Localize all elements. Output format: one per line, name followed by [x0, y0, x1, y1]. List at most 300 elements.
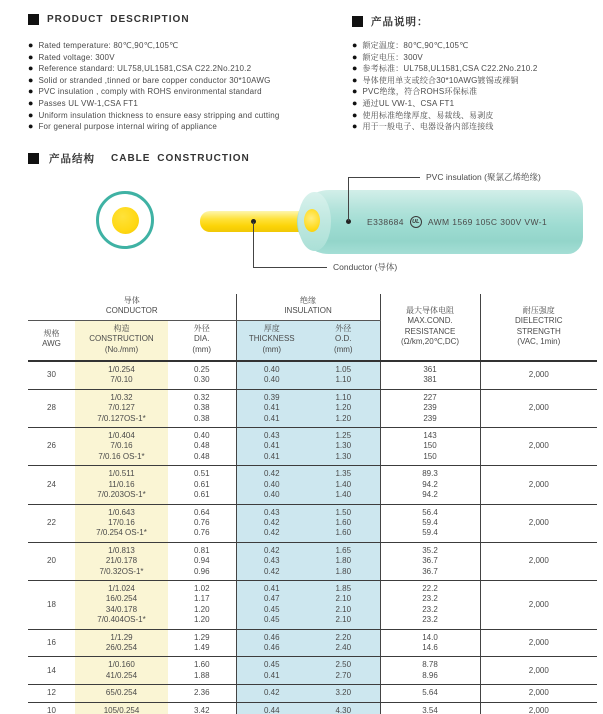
cell-value: 1.30	[335, 451, 352, 461]
cell-value: 8.96	[422, 670, 438, 680]
od-cell	[307, 685, 380, 702]
od-cell	[307, 657, 380, 685]
table-row	[28, 466, 597, 504]
cell-value: 1.30	[335, 441, 352, 451]
section-marker-icon	[352, 16, 363, 27]
cell-value: 26/0.254	[105, 642, 138, 652]
dielectric-cell: 2,000	[480, 428, 597, 466]
cell-value: 0.40	[263, 375, 280, 385]
cell-value: 23.2	[422, 615, 438, 625]
cell-value: 1.29	[193, 632, 210, 642]
dia-cell	[168, 542, 236, 580]
cell-value: 0.41	[263, 413, 280, 423]
cell-value: 4.30	[335, 705, 352, 714]
cell-value: 21/0.178	[105, 556, 138, 566]
od-cell	[307, 629, 380, 657]
cell-value: 0.64	[193, 507, 210, 517]
bullet-text: 用于一般电子、电器设备内部连接线	[362, 122, 494, 132]
bullet-text: Passes UL VW-1,CSA FT1	[38, 98, 138, 108]
cell-value: 1.60	[193, 660, 210, 670]
cell-value: 1/0.32	[110, 392, 133, 402]
table-row	[28, 542, 597, 580]
cell-value: 0.43	[263, 507, 280, 517]
cell-value: 239	[423, 403, 437, 413]
construction-cell	[75, 389, 168, 427]
cell-value: 7/0.404OS-1*	[97, 615, 146, 625]
cell-value: 0.41	[263, 403, 280, 413]
cell-value: 1.25	[335, 431, 352, 441]
cable-marking-rating: AWM 1569 105C 300V VW-1	[427, 217, 548, 227]
section-marker-icon	[28, 153, 39, 164]
cell-value: 0.42	[263, 688, 280, 698]
awg-cell: 20	[28, 542, 75, 580]
construction-cell	[75, 542, 168, 580]
cell-value: 2.70	[335, 670, 352, 680]
cell-value: 2.50	[335, 660, 352, 670]
cell-value: 143	[423, 431, 437, 441]
cell-value: 0.61	[193, 490, 210, 500]
cell-value: 7/0.16	[110, 441, 133, 451]
construction-cell	[75, 580, 168, 629]
bullet-icon: ●	[28, 86, 34, 97]
thickness-cell	[236, 466, 307, 504]
insulation-leader-line-h	[348, 177, 420, 178]
cell-value: 1.17	[193, 594, 210, 604]
construction-cell	[75, 466, 168, 504]
cell-value: 94.2	[422, 490, 438, 500]
cell-value: 3.42	[193, 705, 210, 714]
bullet-icon: ●	[352, 97, 358, 108]
cell-value: 1.88	[193, 670, 210, 680]
cell-value: 1.20	[193, 604, 210, 614]
cell-value: 1/0.254	[108, 365, 135, 375]
cell-value: 1.40	[335, 479, 352, 489]
conductor-leader-line-h	[253, 267, 327, 268]
awg-cell: 30	[28, 361, 75, 389]
insulation-leader-line-v	[348, 177, 349, 221]
dia-cell	[168, 428, 236, 466]
cable-construction-title-zh: 产品结构	[49, 153, 95, 165]
cell-value: 0.61	[193, 479, 210, 489]
cell-value: 1/0.160	[108, 660, 135, 670]
resistance-cell	[380, 428, 480, 466]
table-row	[28, 702, 597, 714]
cell-value: 0.41	[263, 441, 280, 451]
od-cell	[307, 580, 380, 629]
cell-value: 0.41	[263, 583, 280, 593]
bullet-item	[352, 75, 603, 87]
section-marker-icon	[28, 14, 39, 25]
cell-value: 36.7	[422, 566, 438, 576]
conductor-group-header: 导体 CONDUCTOR	[28, 294, 236, 320]
dia-cell	[168, 361, 236, 389]
cell-value: 1.20	[335, 403, 352, 413]
dia-cell	[168, 702, 236, 714]
resistance-cell	[380, 580, 480, 629]
bullet-icon: ●	[28, 97, 34, 108]
cell-value: 1.10	[335, 375, 352, 385]
bullet-text: 参考标准：UL758,UL1581,CSA C22.2No.210.2	[362, 64, 538, 74]
cell-value: 2.10	[335, 604, 352, 614]
dielectric-cell: 2,000	[480, 389, 597, 427]
awg-cell: 26	[28, 428, 75, 466]
cell-value: 7/0.127OS-1*	[97, 413, 146, 423]
cell-value: 5.64	[422, 688, 438, 698]
cell-value: 2.40	[335, 642, 352, 652]
table-row	[28, 657, 597, 685]
cell-value: 0.42	[263, 517, 280, 527]
cell-value: 0.42	[263, 545, 280, 555]
cell-value: 381	[423, 375, 437, 385]
dielectric-cell: 2,000	[480, 361, 597, 389]
bullet-item	[28, 98, 358, 110]
bullet-icon: ●	[352, 74, 358, 85]
cell-value: 0.41	[263, 670, 280, 680]
cell-value: 0.38	[193, 413, 210, 423]
bullet-item	[352, 40, 603, 52]
cell-value: 1.49	[193, 642, 210, 652]
table-group-header-row	[28, 294, 597, 320]
cell-value: 0.96	[193, 566, 210, 576]
bullet-text: Reference standard: UL758,UL1581,CSA C22.2No.210.2	[38, 64, 252, 74]
cell-value: 1/0.404	[108, 431, 135, 441]
dielectric-cell: 2,000	[480, 702, 597, 714]
awg-column-header: 规格 AWG	[28, 320, 75, 361]
cell-value: 0.43	[263, 431, 280, 441]
resistance-cell	[380, 629, 480, 657]
cell-value: 1.80	[335, 556, 352, 566]
bullet-icon: ●	[28, 74, 34, 85]
resistance-cell	[380, 657, 480, 685]
cell-value: 14.0	[422, 632, 438, 642]
construction-cell	[75, 657, 168, 685]
cell-value: 0.25	[193, 365, 210, 375]
product-description-title-zh: 产品说明：	[371, 16, 429, 28]
awg-cell: 14	[28, 657, 75, 685]
bullet-item	[352, 121, 603, 133]
bullet-icon: ●	[28, 40, 34, 50]
cell-value: 56.4	[422, 507, 438, 517]
cable-construction-header	[28, 151, 250, 166]
dia-cell	[168, 504, 236, 542]
cell-value: 2.36	[193, 688, 210, 698]
bullet-icon: ●	[352, 51, 358, 62]
cell-value: 1/1.024	[108, 583, 135, 593]
cell-value: 16/0.254	[105, 594, 138, 604]
bullet-icon: ●	[352, 86, 358, 97]
dielectric-cell: 2,000	[480, 657, 597, 685]
bullet-text: Solid or stranded ,tinned or bare copper conductor 30*10AWG	[38, 75, 271, 85]
resistance-cell	[380, 466, 480, 504]
cell-value: 1.60	[335, 528, 352, 538]
spec-table	[28, 294, 597, 714]
cell-value: 105/0.254	[103, 705, 140, 714]
cell-value: 23.2	[422, 604, 438, 614]
cell-value: 94.2	[422, 479, 438, 489]
resistance-cell	[380, 504, 480, 542]
dielectric-cell: 2,000	[480, 542, 597, 580]
cell-value: 65/0.254	[105, 688, 138, 698]
thickness-cell	[236, 580, 307, 629]
table-row	[28, 629, 597, 657]
cell-value: 1.60	[335, 517, 352, 527]
insulation-label: PVC insulation (聚氯乙烯绝缘)	[426, 172, 541, 182]
conductor-cross-section	[112, 207, 139, 234]
product-description-title: PRODUCT DESCRIPTION	[47, 14, 190, 25]
thickness-cell	[236, 702, 307, 714]
cell-value: 239	[423, 413, 437, 423]
bullet-item	[28, 52, 358, 64]
cell-value: 59.4	[422, 528, 438, 538]
cell-value: 1.65	[335, 545, 352, 555]
bullet-icon: ●	[28, 63, 34, 74]
cell-value: 1/0.813	[108, 545, 135, 555]
cell-value: 0.44	[263, 705, 280, 714]
cell-value: 1.20	[335, 413, 352, 423]
cell-value: 0.42	[263, 528, 280, 538]
resistance-cell	[380, 361, 480, 389]
cell-value: 0.94	[193, 556, 210, 566]
resistance-column-header: 最大导体电阻 MAX.COND. RESISTANCE (Ω/km,20℃,DC)	[380, 294, 480, 361]
cell-value: 0.42	[263, 566, 280, 576]
bullet-item	[28, 63, 358, 75]
cell-value: 0.30	[193, 375, 210, 385]
cell-value: 1/0.511	[108, 469, 135, 479]
od-cell	[307, 361, 380, 389]
cell-value: 361	[423, 365, 437, 375]
thickness-column-header: 厚度 THICKNESS (mm)	[236, 320, 307, 361]
od-cell	[307, 466, 380, 504]
insulation-group-header: 绝缘 INSULATION	[236, 294, 380, 320]
cell-value: 34/0.178	[105, 604, 138, 614]
resistance-cell	[380, 542, 480, 580]
thickness-cell	[236, 685, 307, 702]
product-description-header	[28, 14, 190, 25]
bullet-icon: ●	[352, 40, 358, 50]
cable-marking	[367, 216, 547, 228]
cell-value: 1.40	[335, 490, 352, 500]
cell-value: 3.54	[422, 705, 438, 714]
awg-cell: 24	[28, 466, 75, 504]
construction-cell	[75, 428, 168, 466]
product-description-list-zh	[352, 40, 603, 133]
cell-value: 0.48	[193, 451, 210, 461]
conductor-label: Conductor (导体)	[333, 262, 398, 272]
cell-value: 0.81	[193, 545, 210, 555]
od-cell	[307, 428, 380, 466]
bullet-icon: ●	[28, 121, 34, 132]
thickness-cell	[236, 361, 307, 389]
bullet-text: Uniform insulation thickness to ensure easy stripping and cutting	[38, 110, 280, 120]
od-cell	[307, 504, 380, 542]
cell-value: 150	[423, 441, 437, 451]
table-row	[28, 580, 597, 629]
dia-cell	[168, 466, 236, 504]
cell-value: 1.02	[193, 583, 210, 593]
thickness-cell	[236, 657, 307, 685]
product-description-header-zh	[352, 14, 429, 29]
table-row	[28, 428, 597, 466]
table-row	[28, 361, 597, 389]
cell-value: 7/0.203OS-1*	[97, 490, 146, 500]
cell-value: 89.3	[422, 469, 438, 479]
cable-core	[304, 209, 320, 232]
cell-value: 2.20	[335, 632, 352, 642]
cell-value: 0.45	[263, 615, 280, 625]
dia-cell	[168, 580, 236, 629]
bullet-icon: ●	[28, 109, 34, 120]
cell-value: 0.48	[193, 441, 210, 451]
bullet-item	[352, 110, 603, 122]
bullet-item	[28, 110, 358, 122]
cell-value: 0.76	[193, 528, 210, 538]
cell-value: 0.42	[263, 469, 280, 479]
cell-value: 3.20	[335, 688, 352, 698]
cell-value: 1/0.643	[108, 507, 135, 517]
bullet-item	[28, 121, 358, 133]
construction-cell	[75, 702, 168, 714]
cell-value: 2.10	[335, 594, 352, 604]
bullet-text: 通过UL VW-1、CSA FT1	[362, 98, 455, 108]
cell-value: 0.39	[263, 392, 280, 402]
bullet-item	[28, 40, 358, 52]
cable-construction-title-en: CABLE CONSTRUCTION	[111, 153, 250, 164]
cell-value: 1.80	[335, 566, 352, 576]
table-row	[28, 389, 597, 427]
cell-value: 8.78	[422, 660, 438, 670]
cell-value: 1.10	[335, 392, 352, 402]
dielectric-cell: 2,000	[480, 685, 597, 702]
thickness-cell	[236, 504, 307, 542]
bullet-text: PVC insulation , comply with ROHS environmental standard	[38, 87, 262, 97]
product-description-list-en	[28, 40, 358, 133]
cell-value: 0.51	[193, 469, 210, 479]
bullet-item	[352, 63, 603, 75]
dielectric-cell: 2,000	[480, 466, 597, 504]
cell-value: 0.43	[263, 556, 280, 566]
cell-value: 0.38	[193, 403, 210, 413]
cell-value: 0.76	[193, 517, 210, 527]
od-column-header: 外径 O.D. (mm)	[307, 320, 380, 361]
construction-cell	[75, 361, 168, 389]
bullet-item	[352, 98, 603, 110]
cell-value: 41/0.254	[105, 670, 138, 680]
bullet-item	[352, 86, 603, 98]
dielectric-column-header: 耐压强度 DIELECTRIC STRENGTH (VAC, 1min)	[480, 294, 597, 361]
bullet-text: For general purpose internal wiring of appliance	[38, 122, 218, 132]
thickness-cell	[236, 542, 307, 580]
cell-value: 0.45	[263, 660, 280, 670]
bullet-item	[352, 52, 603, 64]
cell-value: 7/0.10	[110, 375, 133, 385]
bullet-text: Rated voltage: 300V	[38, 52, 115, 62]
cell-value: 36.7	[422, 556, 438, 566]
awg-cell: 22	[28, 504, 75, 542]
cell-value: 23.2	[422, 594, 438, 604]
resistance-cell	[380, 685, 480, 702]
bullet-icon: ●	[28, 51, 34, 62]
cell-value: 0.46	[263, 632, 280, 642]
cable-cross-section	[96, 191, 154, 249]
bullet-text: Rated temperature: 80℃,90℃,105℃	[38, 41, 179, 50]
thickness-cell	[236, 389, 307, 427]
resistance-cell	[380, 702, 480, 714]
cell-value: 1.20	[193, 615, 210, 625]
conductor-leader-line-v	[253, 222, 254, 268]
cell-value: 0.47	[263, 594, 280, 604]
od-cell	[307, 702, 380, 714]
cell-value: 0.40	[263, 365, 280, 375]
cell-value: 1.85	[335, 583, 352, 593]
awg-cell: 12	[28, 685, 75, 702]
cell-value: 1.50	[335, 507, 352, 517]
od-cell	[307, 542, 380, 580]
dielectric-cell: 2,000	[480, 629, 597, 657]
dielectric-cell: 2,000	[480, 580, 597, 629]
cell-value: 0.40	[193, 431, 210, 441]
cable-marking-file-number: E338684	[367, 217, 404, 227]
ul-logo-icon: UL	[410, 216, 422, 228]
cell-value: 0.40	[263, 490, 280, 500]
bullet-icon: ●	[352, 121, 358, 132]
bullet-item	[28, 75, 358, 87]
construction-cell	[75, 685, 168, 702]
cell-value: 0.32	[193, 392, 210, 402]
table-row	[28, 504, 597, 542]
bullet-icon: ●	[352, 63, 358, 74]
bullet-text: PVC绝缘，符合ROHS环保标准	[362, 87, 478, 97]
cell-value: 14.6	[422, 642, 438, 652]
awg-cell: 18	[28, 580, 75, 629]
bullet-text: 导体使用单支或绞合30*10AWG镀锡或裸铜	[362, 75, 519, 85]
cell-value: 22.2	[422, 583, 438, 593]
cell-value: 7/0.127	[108, 403, 135, 413]
cell-value: 0.40	[263, 479, 280, 489]
dielectric-cell: 2,000	[480, 504, 597, 542]
cell-value: 7/0.32OS-1*	[99, 566, 144, 576]
dia-cell	[168, 657, 236, 685]
cell-value: 150	[423, 451, 437, 461]
cell-value: 17/0.16	[108, 517, 135, 527]
cell-value: 7/0.16 OS-1*	[98, 451, 145, 461]
awg-cell: 16	[28, 629, 75, 657]
awg-cell: 28	[28, 389, 75, 427]
cell-value: 7/0.254 OS-1*	[96, 528, 147, 538]
bullet-icon: ●	[352, 109, 358, 120]
awg-cell: 10	[28, 702, 75, 714]
dia-column-header: 外径 DIA. (mm)	[168, 320, 236, 361]
cell-value: 59.4	[422, 517, 438, 527]
bullet-text: 额定电压：300V	[362, 52, 423, 62]
bullet-text: 额定温度：80℃,90℃,105℃	[362, 41, 469, 50]
cell-value: 227	[423, 392, 437, 402]
cell-value: 35.2	[422, 545, 438, 555]
dia-cell	[168, 629, 236, 657]
construction-cell	[75, 629, 168, 657]
dia-cell	[168, 685, 236, 702]
thickness-cell	[236, 428, 307, 466]
construction-cell	[75, 504, 168, 542]
bullet-text: 使用标准绝缘厚度、易裁线、易剥皮	[362, 110, 494, 120]
cell-value: 1.35	[335, 469, 352, 479]
dia-cell	[168, 389, 236, 427]
cell-value: 1.05	[335, 365, 352, 375]
bullet-item	[28, 86, 358, 98]
cell-value: 11/0.16	[108, 479, 135, 489]
cell-value: 0.45	[263, 604, 280, 614]
table-row	[28, 685, 597, 702]
od-cell	[307, 389, 380, 427]
